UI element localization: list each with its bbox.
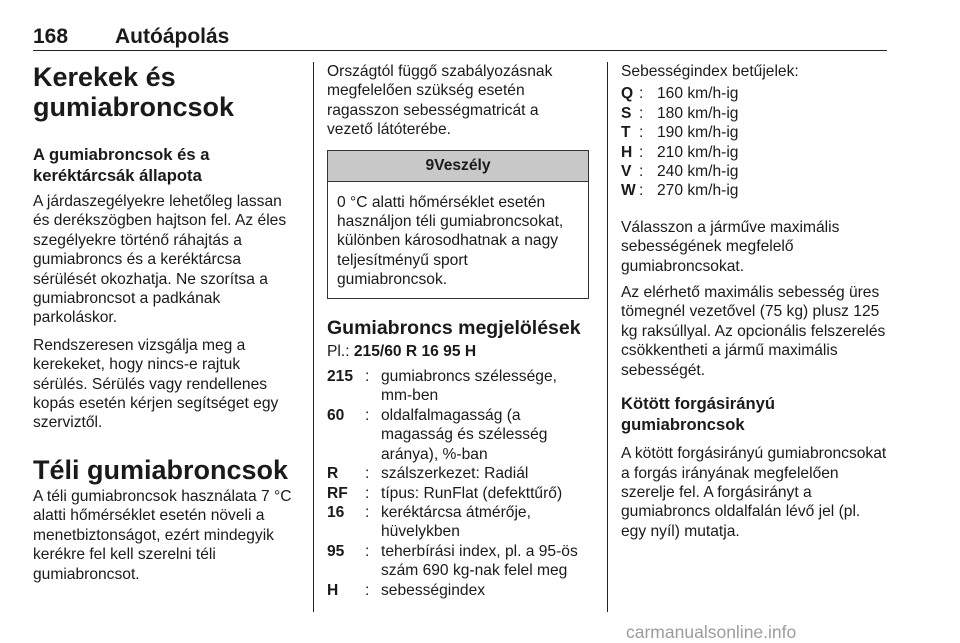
warning-icon: 9: [425, 156, 435, 174]
paragraph-speed-sticker: Országtól függő szabályozásnak megfelelően szükség esetén ragasszon sebességmatricát a vezető látóterébe.: [327, 63, 553, 139]
subsection-title-directional: Kötött forgásirányú gumiabroncsok: [621, 394, 775, 435]
list-item: H : sebességindex: [327, 581, 486, 599]
column-2: [327, 62, 589, 600]
danger-title: Veszély: [434, 156, 491, 174]
paragraph-choose-tires: Válasszon a járműve maximális sebességének megfelelő gumiabroncsokat.: [621, 218, 840, 275]
page-header: [33, 22, 887, 51]
paragraph-inspection: Rendszeresen vizsgálja meg a kerekeket, hogy nincs-e rajtuk sérülés. Sérülés vagy rendellenes kopás esetén kérjen segítséget egy szerviztől.: [33, 336, 279, 432]
watermark: carmanualsonline.info: [626, 622, 797, 642]
paragraph-max-speed: Az elérhető maximális sebesség üres tömegnél vezetővel (75 kg) plusz 125 kg raksúllyal. Az opcionális felszerelés csökkentheti a jármű maximális sebességét.: [621, 284, 886, 379]
paragraph-winter: A téli gumiabroncsok használata 7 °C alatti hőmérséklet esetén növeli a menetbiztonságot, ezért mindegyik kerékre fel kell szerelni téli gumiabroncsot.: [33, 487, 292, 583]
list-item: 60 : oldalfalmagasság (a magasság és szélesség aránya), %-ban: [327, 406, 548, 463]
list-item: H : 210 km/h-ig: [621, 143, 739, 161]
example-prefix: Pl.:: [327, 342, 354, 360]
list-item: 215 : gumiabroncs szélessége, mm-ben: [327, 368, 557, 405]
subsection-title-markings: Gumiabroncs megjelölések: [327, 316, 581, 339]
chapter-title: Kerekek és gumiabroncsok: [33, 62, 235, 122]
danger-header: [328, 151, 588, 182]
marking-example: [327, 342, 589, 361]
section-title: Autóápolás: [115, 25, 230, 48]
column-divider-2: [607, 62, 608, 612]
example-code: 215/60 R 16 95 H: [353, 342, 477, 360]
danger-box: [327, 150, 589, 299]
page-number: 168: [33, 25, 69, 48]
list-item: R : szálszerkezet: Radiál: [327, 465, 529, 483]
list-item: RF : típus: RunFlat (defekttűrő): [327, 484, 563, 502]
paragraph-curbs: A járdaszegélyekre lehetőleg lassan és derékszögben hajtson fel. Az éles szegélyekre történő ráhajtás a gumiabroncs és a keréktárcsa sérülését okozhatja. Ne szorítsa a gumiabroncsot a padkának parkoláskor.: [33, 193, 287, 327]
list-item: T : 190 km/h-ig: [621, 124, 739, 142]
speed-index-intro: Sebességindex betűjelek:: [621, 63, 799, 80]
subsection-title-winter: Téli gumiabroncsok: [33, 454, 289, 485]
column-3: [621, 62, 889, 541]
list-item: S : 180 km/h-ig: [621, 104, 739, 122]
list-item: 16 : keréktárcsa átmérője, hüvelykben: [327, 503, 531, 541]
list-item: Q : 160 km/h-ig: [621, 85, 739, 103]
column-1: [33, 62, 297, 584]
danger-text: 0 °C alatti hőmérséklet esetén használjon téli gumiabroncsokat, különben károsodhatnak a nagy teljesítményű sport gumiabroncsok.: [337, 193, 564, 289]
paragraph-directional: A kötött forgásirányú gumiabroncsokat a forgás irányának megfelelően szerelje fel. A forgásirányt a gumiabroncs oldalfalán lévő jel (pl. egy nyíl) mutatja.: [621, 445, 887, 540]
speed-index-list: [621, 84, 889, 200]
list-item: 95 : teherbírási index, pl. a 95-ös szám 690 kg-nak felel meg: [327, 542, 578, 580]
list-item: W : 270 km/h-ig: [621, 182, 739, 200]
column-divider-1: [313, 62, 314, 612]
tire-markings-list: [327, 367, 589, 600]
list-item: V : 240 km/h-ig: [621, 163, 739, 181]
subsection-title-condition: A gumiabroncsok és a keréktárcsák állapota: [33, 145, 210, 185]
